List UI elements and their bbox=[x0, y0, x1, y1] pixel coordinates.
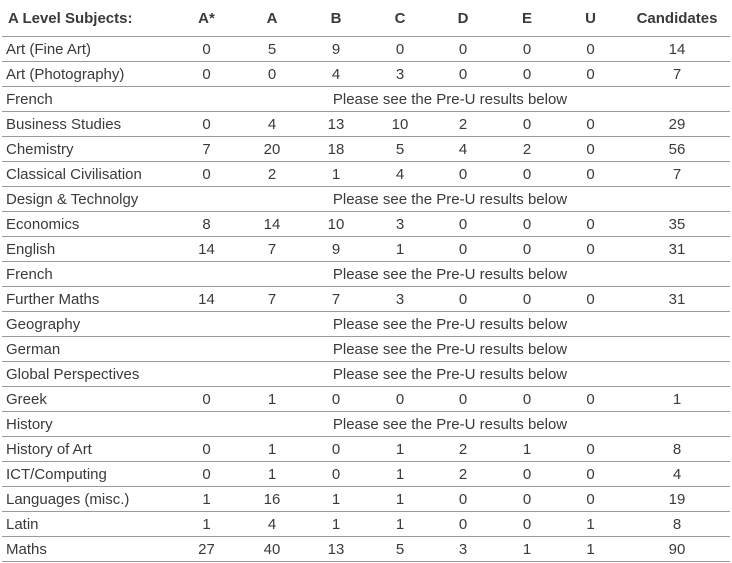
grade-cell-b: 0 bbox=[301, 462, 371, 487]
grade-cell-e: 1 bbox=[497, 537, 557, 562]
table-body bbox=[2, 37, 730, 562]
grade-cell-d: 2 bbox=[429, 112, 497, 137]
grade-cell-candidates: 29 bbox=[624, 112, 730, 137]
grade-cell-e: 0 bbox=[497, 287, 557, 312]
grade-cell-candidates: 31 bbox=[624, 287, 730, 312]
table-row bbox=[2, 87, 730, 112]
grade-cell-d: 0 bbox=[429, 237, 497, 262]
grade-cell-e: 0 bbox=[497, 212, 557, 237]
subject-cell: Business Studies bbox=[2, 112, 170, 137]
table-row bbox=[2, 237, 730, 262]
pre-u-note-cell: Please see the Pre-U results below bbox=[170, 312, 730, 337]
grade-cell-a-star: 0 bbox=[170, 437, 243, 462]
table-row bbox=[2, 437, 730, 462]
grade-cell-a: 20 bbox=[243, 137, 301, 162]
table-row bbox=[2, 412, 730, 437]
grade-cell-candidates: 7 bbox=[624, 162, 730, 187]
grade-cell-candidates: 1 bbox=[624, 387, 730, 412]
table-row bbox=[2, 487, 730, 512]
grade-cell-e: 1 bbox=[497, 437, 557, 462]
subject-cell: Maths bbox=[2, 537, 170, 562]
grade-cell-d: 0 bbox=[429, 287, 497, 312]
grade-cell-d: 0 bbox=[429, 387, 497, 412]
grade-cell-c: 3 bbox=[371, 287, 429, 312]
table-row bbox=[2, 512, 730, 537]
subject-cell: Art (Fine Art) bbox=[2, 37, 170, 62]
table-row bbox=[2, 337, 730, 362]
grade-cell-a-star: 0 bbox=[170, 162, 243, 187]
grade-cell-candidates: 14 bbox=[624, 37, 730, 62]
subject-cell: French bbox=[2, 87, 170, 112]
grade-cell-a-star: 0 bbox=[170, 462, 243, 487]
grade-cell-e: 0 bbox=[497, 237, 557, 262]
header-subjects: A Level Subjects: bbox=[2, 0, 170, 37]
subject-cell: German bbox=[2, 337, 170, 362]
grade-cell-a: 4 bbox=[243, 512, 301, 537]
grade-cell-e: 0 bbox=[497, 62, 557, 87]
table-header bbox=[2, 0, 730, 37]
pre-u-note-cell: Please see the Pre-U results below bbox=[170, 337, 730, 362]
grade-cell-u: 0 bbox=[557, 137, 624, 162]
grade-cell-u: 0 bbox=[557, 487, 624, 512]
header-u: U bbox=[557, 0, 624, 37]
grade-cell-a: 1 bbox=[243, 437, 301, 462]
subject-cell: Greek bbox=[2, 387, 170, 412]
grade-cell-a: 7 bbox=[243, 287, 301, 312]
grade-cell-u: 0 bbox=[557, 37, 624, 62]
table-row bbox=[2, 187, 730, 212]
grade-cell-a-star: 8 bbox=[170, 212, 243, 237]
subject-cell: Economics bbox=[2, 212, 170, 237]
grade-cell-a: 2 bbox=[243, 162, 301, 187]
pre-u-note-cell: Please see the Pre-U results below bbox=[170, 362, 730, 387]
table-row bbox=[2, 537, 730, 562]
grade-cell-b: 13 bbox=[301, 112, 371, 137]
grade-cell-a: 5 bbox=[243, 37, 301, 62]
table-row bbox=[2, 287, 730, 312]
table-row bbox=[2, 387, 730, 412]
grade-cell-a: 16 bbox=[243, 487, 301, 512]
table-row bbox=[2, 462, 730, 487]
grade-cell-c: 1 bbox=[371, 237, 429, 262]
pre-u-note-cell: Please see the Pre-U results below bbox=[170, 187, 730, 212]
pre-u-note-cell: Please see the Pre-U results below bbox=[170, 87, 730, 112]
grade-cell-d: 0 bbox=[429, 62, 497, 87]
grade-cell-c: 1 bbox=[371, 462, 429, 487]
subject-cell: Design & Technolgy bbox=[2, 187, 170, 212]
grade-cell-a-star: 0 bbox=[170, 112, 243, 137]
grade-cell-a: 40 bbox=[243, 537, 301, 562]
grade-cell-d: 3 bbox=[429, 537, 497, 562]
header-a: A bbox=[243, 0, 301, 37]
header-b: B bbox=[301, 0, 371, 37]
header-d: D bbox=[429, 0, 497, 37]
grade-cell-u: 0 bbox=[557, 437, 624, 462]
grade-cell-b: 7 bbox=[301, 287, 371, 312]
grade-cell-a: 0 bbox=[243, 62, 301, 87]
grade-cell-u: 0 bbox=[557, 62, 624, 87]
grade-cell-candidates: 35 bbox=[624, 212, 730, 237]
grade-cell-a-star: 0 bbox=[170, 37, 243, 62]
subject-cell: French bbox=[2, 262, 170, 287]
subject-cell: ICT/Computing bbox=[2, 462, 170, 487]
grade-cell-candidates: 56 bbox=[624, 137, 730, 162]
grade-cell-d: 0 bbox=[429, 212, 497, 237]
grade-cell-a-star: 27 bbox=[170, 537, 243, 562]
grade-cell-d: 0 bbox=[429, 37, 497, 62]
grade-cell-e: 0 bbox=[497, 487, 557, 512]
grade-cell-d: 0 bbox=[429, 162, 497, 187]
header-e: E bbox=[497, 0, 557, 37]
header-candidates: Candidates bbox=[624, 0, 730, 37]
table-row bbox=[2, 162, 730, 187]
grade-cell-c: 10 bbox=[371, 112, 429, 137]
grade-cell-b: 1 bbox=[301, 512, 371, 537]
grade-cell-u: 0 bbox=[557, 462, 624, 487]
header-c: C bbox=[371, 0, 429, 37]
grade-cell-e: 0 bbox=[497, 512, 557, 537]
grade-cell-a: 7 bbox=[243, 237, 301, 262]
table-row bbox=[2, 262, 730, 287]
grade-cell-b: 4 bbox=[301, 62, 371, 87]
grade-cell-u: 0 bbox=[557, 237, 624, 262]
grade-cell-d: 2 bbox=[429, 462, 497, 487]
grade-cell-e: 0 bbox=[497, 387, 557, 412]
grade-cell-u: 1 bbox=[557, 512, 624, 537]
grade-cell-a-star: 14 bbox=[170, 237, 243, 262]
grade-cell-c: 1 bbox=[371, 487, 429, 512]
grade-cell-d: 0 bbox=[429, 512, 497, 537]
table-row bbox=[2, 362, 730, 387]
grade-cell-c: 1 bbox=[371, 437, 429, 462]
grade-cell-a-star: 14 bbox=[170, 287, 243, 312]
grade-cell-a-star: 0 bbox=[170, 62, 243, 87]
grade-cell-b: 13 bbox=[301, 537, 371, 562]
grade-cell-c: 5 bbox=[371, 137, 429, 162]
table-row bbox=[2, 62, 730, 87]
subject-cell: Languages (misc.) bbox=[2, 487, 170, 512]
grade-cell-u: 0 bbox=[557, 387, 624, 412]
grade-cell-u: 0 bbox=[557, 212, 624, 237]
grade-cell-e: 2 bbox=[497, 137, 557, 162]
grade-cell-b: 9 bbox=[301, 237, 371, 262]
grade-cell-b: 0 bbox=[301, 387, 371, 412]
grade-cell-c: 4 bbox=[371, 162, 429, 187]
grade-cell-u: 0 bbox=[557, 162, 624, 187]
grade-cell-candidates: 31 bbox=[624, 237, 730, 262]
subject-cell: Global Perspectives bbox=[2, 362, 170, 387]
table-row bbox=[2, 112, 730, 137]
grade-cell-u: 0 bbox=[557, 287, 624, 312]
grade-cell-a: 1 bbox=[243, 462, 301, 487]
grade-cell-candidates: 8 bbox=[624, 512, 730, 537]
grade-cell-e: 0 bbox=[497, 37, 557, 62]
table-row bbox=[2, 312, 730, 337]
subject-cell: Further Maths bbox=[2, 287, 170, 312]
grade-cell-e: 0 bbox=[497, 462, 557, 487]
grade-cell-d: 4 bbox=[429, 137, 497, 162]
grade-cell-b: 10 bbox=[301, 212, 371, 237]
grade-cell-e: 0 bbox=[497, 162, 557, 187]
grade-cell-d: 2 bbox=[429, 437, 497, 462]
grade-cell-c: 0 bbox=[371, 387, 429, 412]
grade-cell-a: 1 bbox=[243, 387, 301, 412]
grade-cell-a: 4 bbox=[243, 112, 301, 137]
grade-cell-candidates: 19 bbox=[624, 487, 730, 512]
grade-cell-candidates: 90 bbox=[624, 537, 730, 562]
subject-cell: English bbox=[2, 237, 170, 262]
grade-cell-a-star: 0 bbox=[170, 387, 243, 412]
grade-cell-b: 0 bbox=[301, 437, 371, 462]
header-row bbox=[2, 0, 730, 37]
subject-cell: Classical Civilisation bbox=[2, 162, 170, 187]
grade-cell-candidates: 7 bbox=[624, 62, 730, 87]
table-row bbox=[2, 212, 730, 237]
grade-cell-b: 9 bbox=[301, 37, 371, 62]
grade-cell-u: 0 bbox=[557, 112, 624, 137]
grade-cell-b: 1 bbox=[301, 487, 371, 512]
subject-cell: Geography bbox=[2, 312, 170, 337]
grade-cell-a-star: 1 bbox=[170, 512, 243, 537]
grade-cell-c: 3 bbox=[371, 62, 429, 87]
header-a-star: A* bbox=[170, 0, 243, 37]
grade-cell-a-star: 1 bbox=[170, 487, 243, 512]
grade-cell-c: 3 bbox=[371, 212, 429, 237]
pre-u-note-cell: Please see the Pre-U results below bbox=[170, 412, 730, 437]
grade-cell-u: 1 bbox=[557, 537, 624, 562]
subject-cell: History of Art bbox=[2, 437, 170, 462]
grade-cell-a-star: 7 bbox=[170, 137, 243, 162]
grade-cell-c: 1 bbox=[371, 512, 429, 537]
grade-cell-a: 14 bbox=[243, 212, 301, 237]
grade-cell-e: 0 bbox=[497, 112, 557, 137]
subject-cell: Art (Photography) bbox=[2, 62, 170, 87]
grade-cell-c: 0 bbox=[371, 37, 429, 62]
table-row bbox=[2, 37, 730, 62]
grade-cell-d: 0 bbox=[429, 487, 497, 512]
pre-u-note-cell: Please see the Pre-U results below bbox=[170, 262, 730, 287]
results-table bbox=[2, 0, 730, 562]
grade-cell-candidates: 4 bbox=[624, 462, 730, 487]
grade-cell-c: 5 bbox=[371, 537, 429, 562]
grade-cell-candidates: 8 bbox=[624, 437, 730, 462]
subject-cell: Chemistry bbox=[2, 137, 170, 162]
subject-cell: History bbox=[2, 412, 170, 437]
subject-cell: Latin bbox=[2, 512, 170, 537]
table-row bbox=[2, 137, 730, 162]
grade-cell-b: 18 bbox=[301, 137, 371, 162]
grade-cell-b: 1 bbox=[301, 162, 371, 187]
